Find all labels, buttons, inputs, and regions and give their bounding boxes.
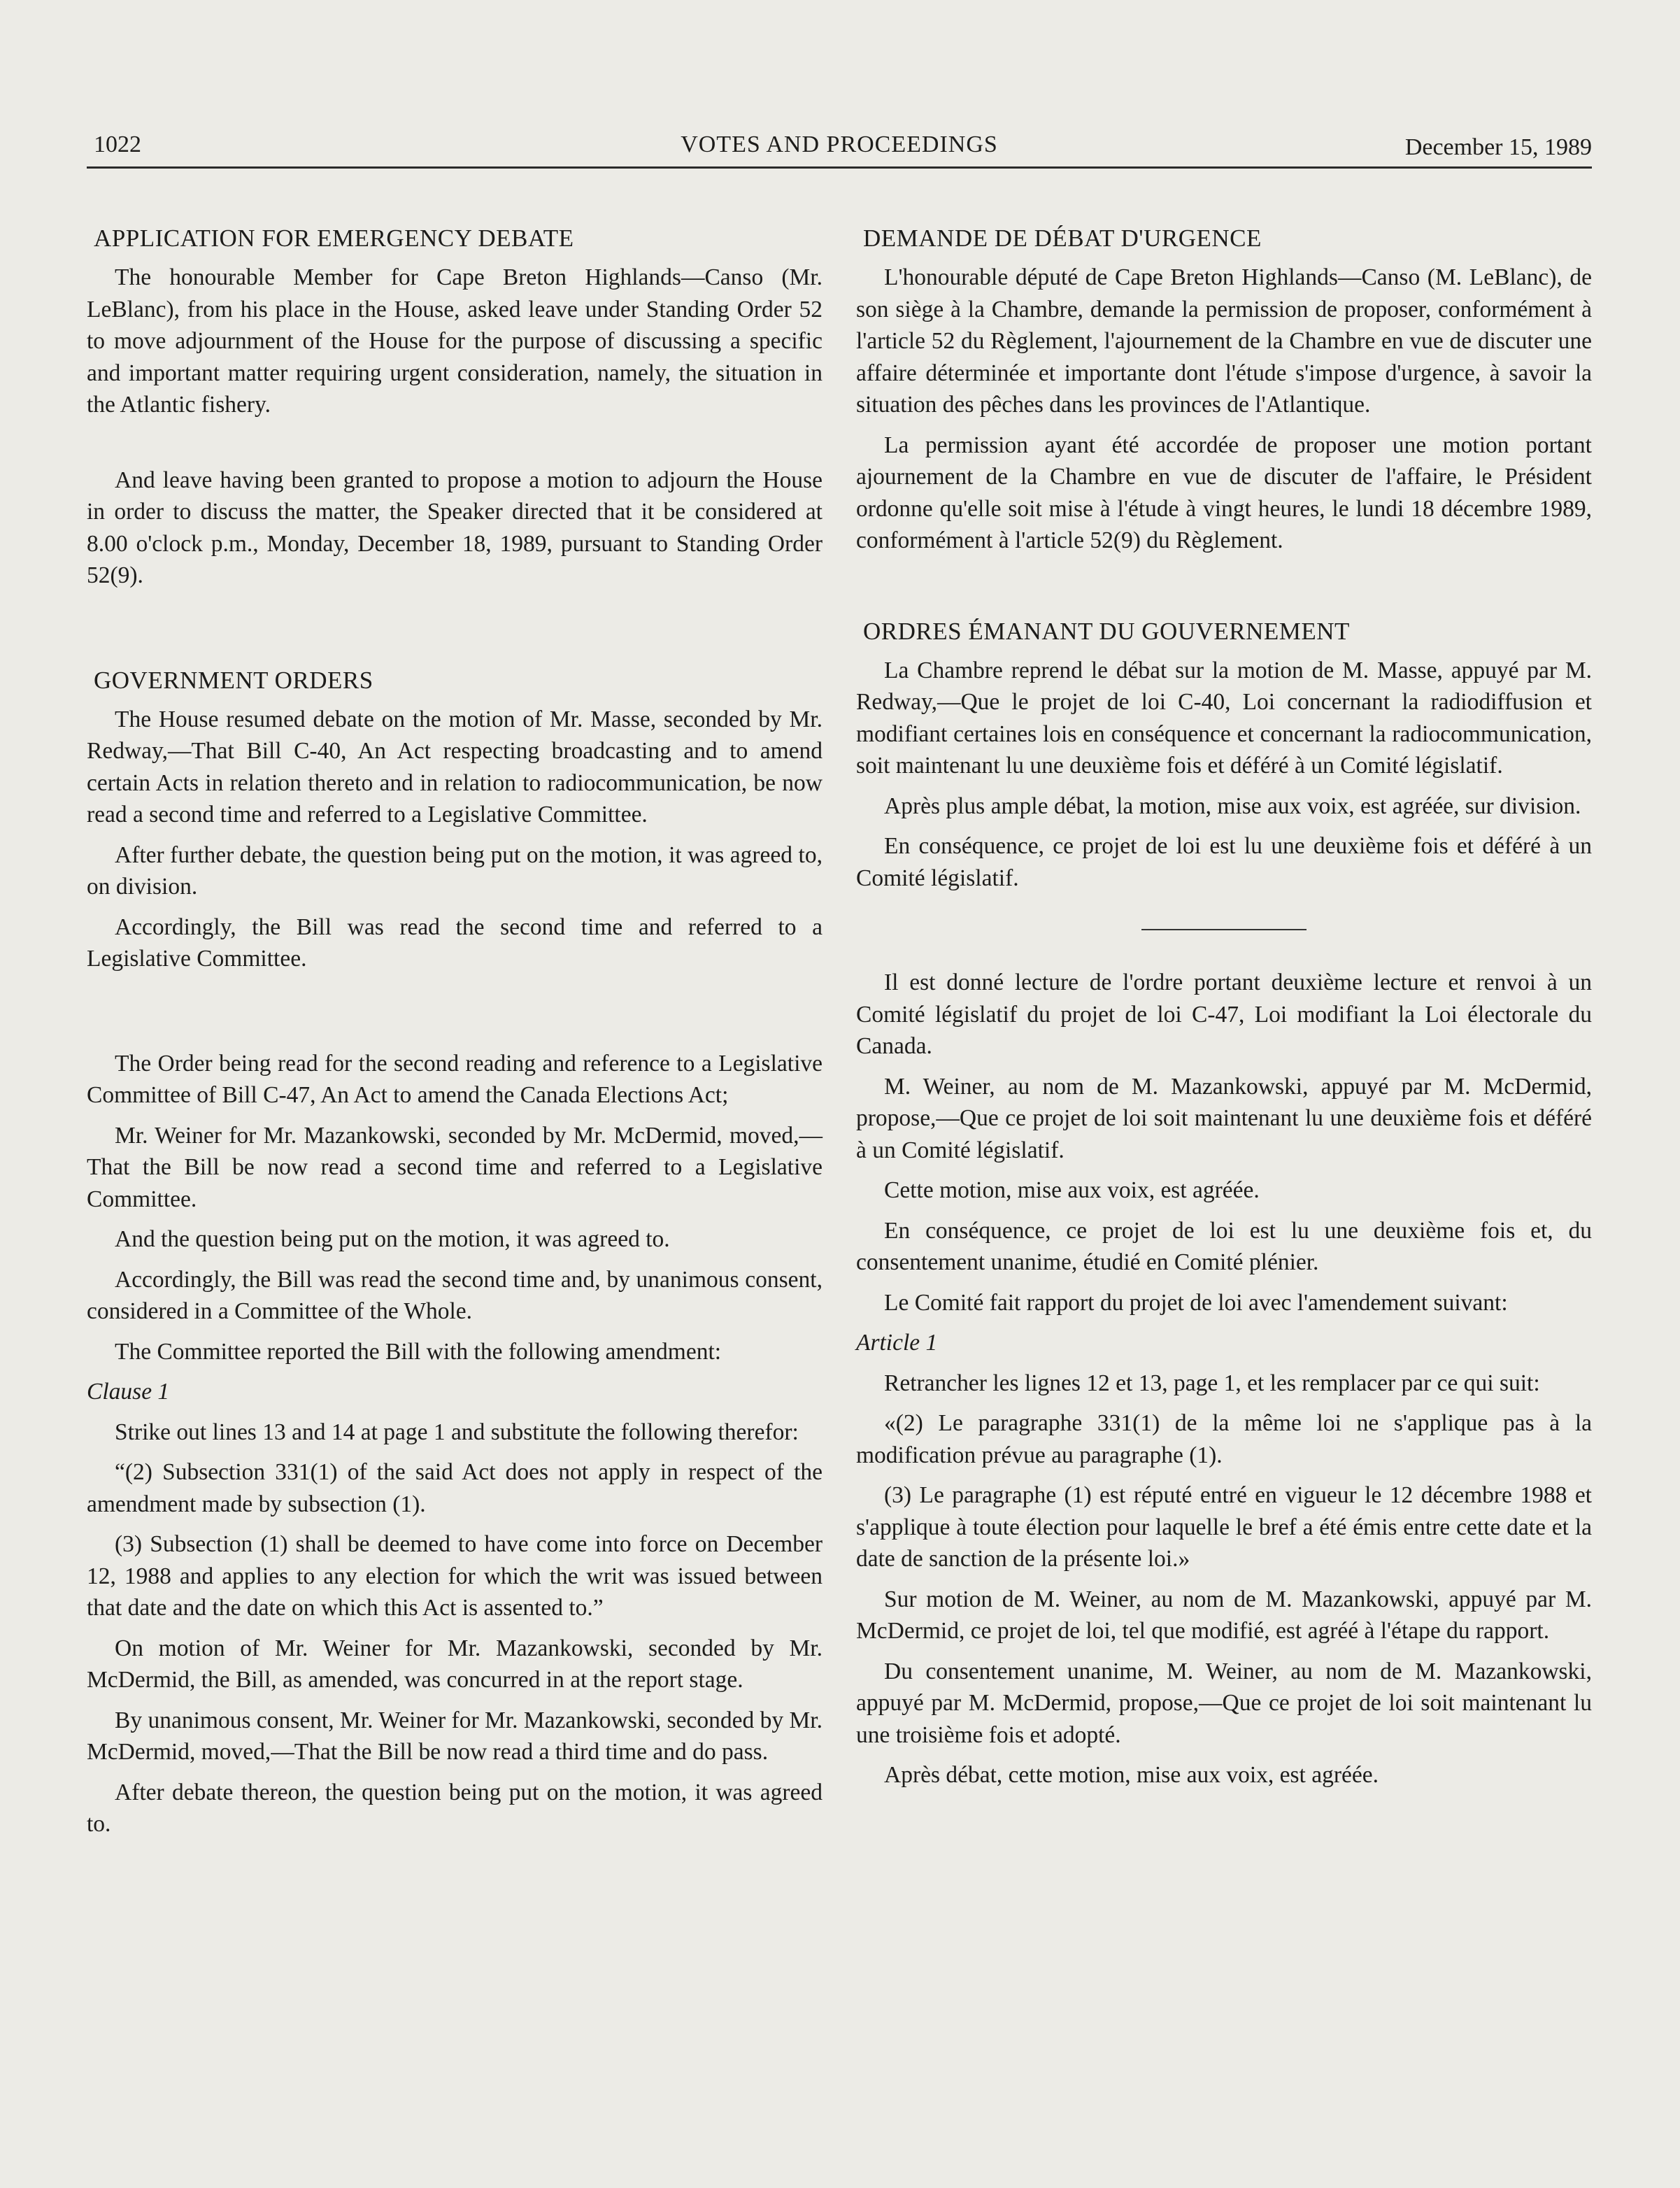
spacer: [856, 565, 1592, 616]
clause-label: Clause 1: [87, 1379, 170, 1405]
heading-ordres-gouvernement: ORDRES ÉMANANT DU GOUVERNEMENT: [863, 617, 1350, 645]
paragraph: Retrancher les lignes 12 et 13, page 1, et les remplacer par ce qui suit:: [884, 1370, 1540, 1396]
paragraph: La Chambre reprend le débat sur la motion de M. Masse, appuyé par M. Redway,—Que le projet de loi C-40, Loi concernant la radiodiffusion et modifiant certaines lois en conséquence et concernant la radiocommunication, soit maintenant lu une deuxième fois et déféré à un Comité législatif.: [856, 657, 1592, 779]
spacer: [87, 429, 823, 464]
paragraph: Accordingly, the Bill was read the second time and referred to a Legislative Committee.: [87, 914, 823, 972]
paragraph: Strike out lines 13 and 14 at page 1 and substitute the following therefor:: [115, 1419, 799, 1445]
paragraph: On motion of Mr. Weiner for Mr. Mazankowski, seconded by Mr. McDermid, the Bill, as amended, was concurred in at the report stage.: [87, 1635, 823, 1693]
paragraph: L'honourable député de Cape Breton Highlands—Canso (M. LeBlanc), de son siège à la Chambre, demande la permission de proposer, conformément à l'article 52 du Règlement, l'ajournement de la Chambre en vue de discuter une affaire déterminée et importante dont l'étude s'impose d'urgence, à savoir la situation des pêches dans les provinces de l'Atlantique.: [856, 264, 1592, 418]
paragraph: By unanimous consent, Mr. Weiner for Mr. Mazankowski, seconded by Mr. McDermid, moved,—That the Bill be now read a third time and do pass.: [87, 1707, 823, 1765]
page-number: 1022: [94, 132, 141, 157]
paragraph: Sur motion de M. Weiner, au nom de M. Mazankowski, appuyé par M. McDermid, ce projet de loi, tel que modifié, est agréé à l'étape du rapport.: [856, 1586, 1592, 1644]
heading-demande-debat: DEMANDE DE DÉBAT D'URGENCE: [863, 225, 1262, 252]
french-column: [856, 222, 1592, 1800]
paragraph: La permission ayant été accordée de proposer une motion portant ajournement de la Chambre en vue de discuter de l'affaire, le Président ordonne qu'elle soit mise à l'étude à vingt heures, le lundi 18 décembre 1989, conformément à l'article 52(9) du Règlement.: [856, 432, 1592, 553]
paragraph: M. Weiner, au nom de M. Mazankowski, appuyé par M. McDermid, propose,—Que ce projet de loi soit maintenant lu une deuxième fois et déféré à un Comité législatif.: [856, 1073, 1592, 1163]
spacer: [87, 600, 823, 665]
paragraph: After further debate, the question being put on the motion, it was agreed to, on division.: [87, 841, 823, 900]
paragraph: Il est donné lecture de l'ordre portant deuxième lecture et renvoi à un Comité législatif du projet de loi C-47, Loi modifiant la Loi électorale du Canada.: [856, 969, 1592, 1059]
quoted-amendment: (3) Le paragraphe (1) est réputé entré en vigueur le 12 décembre 1988 et s'applique à toute élection pour laquelle le bref a été émis entre cette date et la date de sanction de la présente loi.»: [856, 1482, 1592, 1572]
paragraph: The House resumed debate on the motion of Mr. Masse, seconded by Mr. Redway,—That Bill C-40, An Act respecting broadcasting and to amend certain Acts in relation thereto and in relation to radiocommunication, be now read a second time and referred to a Legislative Committee.: [87, 706, 823, 827]
paragraph: En conséquence, ce projet de loi est lu une deuxième fois et, du consentement unanime, étudié en Comité plénier.: [856, 1217, 1592, 1275]
paragraph: En conséquence, ce projet de loi est lu une deuxième fois et déféré à un Comité législatif.: [856, 833, 1592, 891]
paragraph: Après débat, cette motion, mise aux voix, est agréée.: [884, 1762, 1379, 1788]
quoted-amendment: (3) Subsection (1) shall be deemed to have come into force on December 12, 1988 and applies to any election for which the writ was issued between that date and the date on which this Act is assented to.”: [87, 1531, 823, 1621]
paragraph: And the question being put on the motion, it was agreed to.: [115, 1226, 670, 1252]
heading-emergency-debate: APPLICATION FOR EMERGENCY DEBATE: [94, 225, 574, 252]
quoted-amendment: “(2) Subsection 331(1) of the said Act does not apply in respect of the amendment made by subsection (1).: [87, 1459, 823, 1517]
quoted-amendment: «(2) Le paragraphe 331(1) de la même loi ne s'applique pas à la modification prévue au paragraphe (1).: [856, 1410, 1592, 1468]
heading-government-orders: GOVERNMENT ORDERS: [94, 666, 373, 694]
paragraph: The Committee reported the Bill with the following amendment:: [115, 1338, 722, 1365]
paragraph: Le Comité fait rapport du projet de loi avec l'amendement suivant:: [884, 1289, 1508, 1316]
paragraph: Après plus ample débat, la motion, mise aux voix, est agréée, sur division.: [884, 793, 1581, 819]
paragraph: Cette motion, mise aux voix, est agréée.: [884, 1177, 1260, 1203]
paragraph: Mr. Weiner for Mr. Mazankowski, seconded by Mr. McDermid, moved,—That the Bill be now read a second time and referred to a Legislative Committee.: [87, 1122, 823, 1212]
article-label: Article 1: [856, 1330, 938, 1356]
running-title: VOTES AND PROCEEDINGS: [681, 132, 998, 157]
paragraph: The Order being read for the second reading and reference to a Legislative Committee of Bill C-47, An Act to amend the Canada Elections Act;: [87, 1050, 823, 1108]
paragraph: Du consentement unanime, M. Weiner, au nom de M. Mazankowski, appuyé par M. McDermid, propose,—Que ce projet de loi soit maintenant lu une troisième fois et adopté.: [856, 1658, 1592, 1748]
section-divider: [1141, 929, 1307, 930]
paragraph: After debate thereon, the question being put on the motion, it was agreed to.: [87, 1779, 823, 1837]
paragraph: Accordingly, the Bill was read the second time and, by unanimous consent, considered in a Committee of the Whole.: [87, 1266, 823, 1324]
paragraph: The honourable Member for Cape Breton Highlands—Canso (Mr. LeBlanc), from his place in the House, asked leave under Standing Order 52 to move adjournment of the House for the purpose of discussing a specific and important matter requiring urgent consideration, namely, the situation in the Atlantic fishery.: [87, 264, 823, 418]
page-header: [87, 130, 1592, 169]
header-date: December 15, 1989: [1404, 134, 1592, 160]
english-column: [87, 222, 823, 1849]
paragraph: And leave having been granted to propose a motion to adjourn the House in order to discuss the matter, the Speaker directed that it be considered at 8.00 o'clock p.m., Monday, December 18, 1989, pursuant to Standing Order 52(9).: [87, 467, 823, 588]
